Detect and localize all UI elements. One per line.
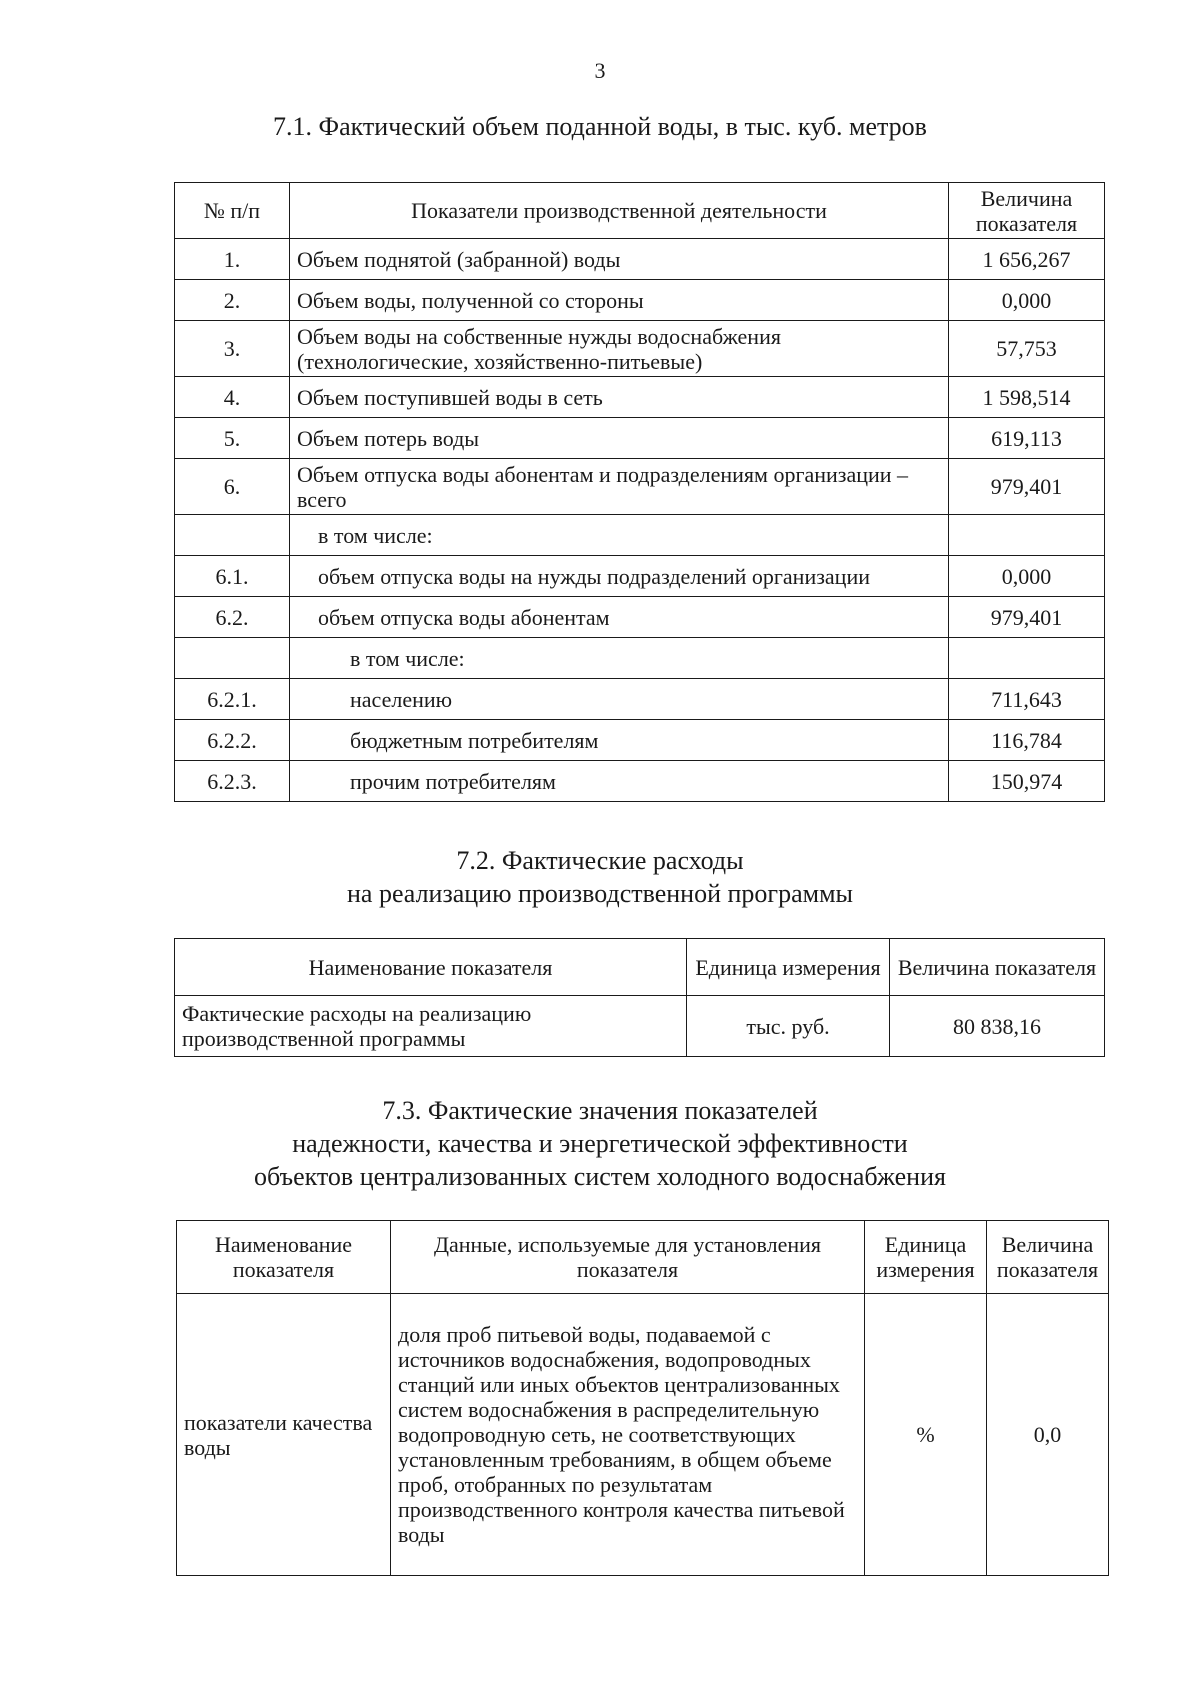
- section-7-3-title-line3: объектов централизованных систем холодного водоснабжения: [254, 1162, 946, 1191]
- cell-data: доля проб питьевой воды, подаваемой с источников водоснабжения, водопроводных станций или иных объектов централизованных систем водоснабжения в распределительную водопроводную сеть, не соответствующих установленным требованиям, в общем объеме проб, отобранных по результатам производственного контроля качества питьевой воды: [391, 1294, 865, 1576]
- cell-number: [175, 638, 290, 679]
- expenses-table: [174, 938, 1105, 1057]
- table-row: [175, 638, 1105, 679]
- cell-indicator: объем отпуска воды абонентам: [290, 597, 949, 638]
- cell-value: 1 598,514: [949, 377, 1105, 418]
- cell-value: [949, 638, 1105, 679]
- header-indicator: Показатели производственной деятельности: [290, 183, 949, 239]
- cell-indicator: Объем отпуска воды абонентам и подразделениям организации – всего: [290, 459, 949, 515]
- header-value: Величина показателя: [949, 183, 1105, 239]
- header-value: Величина показателя: [890, 939, 1105, 996]
- cell-value: 80 838,16: [890, 996, 1105, 1057]
- cell-number: 6.: [175, 459, 290, 515]
- header-data: Данные, используемые для установления показателя: [391, 1221, 865, 1294]
- cell-number: 4.: [175, 377, 290, 418]
- cell-number: 2.: [175, 280, 290, 321]
- table-row: [177, 1294, 1109, 1576]
- cell-name: Фактические расходы на реализацию производственной программы: [175, 996, 687, 1057]
- cell-value: 979,401: [949, 459, 1105, 515]
- table-row: [175, 321, 1105, 377]
- table-row: [175, 679, 1105, 720]
- section-7-1-title: [0, 110, 1200, 143]
- cell-number: 6.2.2.: [175, 720, 290, 761]
- cell-number: 6.2.3.: [175, 761, 290, 802]
- header-unit: Единица измерения: [687, 939, 890, 996]
- cell-number: 6.1.: [175, 556, 290, 597]
- cell-indicator: в том числе:: [290, 638, 949, 679]
- cell-name: показатели качества воды: [177, 1294, 391, 1576]
- table-row: [175, 720, 1105, 761]
- cell-indicator: в том числе:: [290, 515, 949, 556]
- cell-value: 619,113: [949, 418, 1105, 459]
- cell-value: 116,784: [949, 720, 1105, 761]
- cell-number: 5.: [175, 418, 290, 459]
- cell-number: 6.2.: [175, 597, 290, 638]
- header-name: Наименование показателя: [177, 1221, 391, 1294]
- cell-indicator: Объем потерь воды: [290, 418, 949, 459]
- cell-number: 3.: [175, 321, 290, 377]
- cell-number: 6.2.1.: [175, 679, 290, 720]
- table-row: [175, 556, 1105, 597]
- cell-value: 57,753: [949, 321, 1105, 377]
- section-7-1-title-text: 7.1. Фактический объем поданной воды, в тыс. куб. метров: [273, 112, 927, 141]
- section-7-3-title: [0, 1094, 1200, 1193]
- table-header-row: [177, 1221, 1109, 1294]
- table-row: [175, 597, 1105, 638]
- cell-indicator: населению: [290, 679, 949, 720]
- header-unit: Единица измерения: [865, 1221, 987, 1294]
- cell-indicator: Объем воды на собственные нужды водоснабжения (технологические, хозяйственно-питьевые): [290, 321, 949, 377]
- cell-value: 150,974: [949, 761, 1105, 802]
- section-7-2-title-line1: 7.2. Фактические расходы: [456, 846, 744, 875]
- table-row: [175, 459, 1105, 515]
- cell-value: 0,0: [987, 1294, 1109, 1576]
- table-header-row: [175, 939, 1105, 996]
- quality-indicators-table: [176, 1220, 1109, 1576]
- table-row: [175, 280, 1105, 321]
- cell-indicator: бюджетным потребителям: [290, 720, 949, 761]
- cell-value: 979,401: [949, 597, 1105, 638]
- cell-indicator: объем отпуска воды на нужды подразделений организации: [290, 556, 949, 597]
- cell-value: 0,000: [949, 556, 1105, 597]
- cell-value: 711,643: [949, 679, 1105, 720]
- section-7-2-title-line2: на реализацию производственной программы: [346, 879, 853, 908]
- table-row: [175, 761, 1105, 802]
- cell-indicator: Объем воды, полученной со стороны: [290, 280, 949, 321]
- cell-indicator: Объем поднятой (забранной) воды: [290, 239, 949, 280]
- table-row: [175, 515, 1105, 556]
- section-7-2-title: [0, 844, 1200, 910]
- header-name: Наименование показателя: [175, 939, 687, 996]
- header-number: № п/п: [175, 183, 290, 239]
- table-row: [175, 377, 1105, 418]
- header-value: Величина показателя: [987, 1221, 1109, 1294]
- cell-value: 0,000: [949, 280, 1105, 321]
- section-7-3-title-line2: надежности, качества и энергетической эффективности: [292, 1129, 908, 1158]
- cell-value: 1 656,267: [949, 239, 1105, 280]
- section-7-3-title-line1: 7.3. Фактические значения показателей: [382, 1096, 818, 1125]
- cell-unit: %: [865, 1294, 987, 1576]
- water-volume-table: [174, 182, 1105, 802]
- page-number: 3: [594, 58, 606, 83]
- cell-number: 1.: [175, 239, 290, 280]
- table-row: [175, 239, 1105, 280]
- table-header-row: [175, 183, 1105, 239]
- cell-value: [949, 515, 1105, 556]
- cell-indicator: Объем поступившей воды в сеть: [290, 377, 949, 418]
- cell-number: [175, 515, 290, 556]
- table-row: [175, 996, 1105, 1057]
- cell-indicator: прочим потребителям: [290, 761, 949, 802]
- cell-unit: тыс. руб.: [687, 996, 890, 1057]
- table-row: [175, 418, 1105, 459]
